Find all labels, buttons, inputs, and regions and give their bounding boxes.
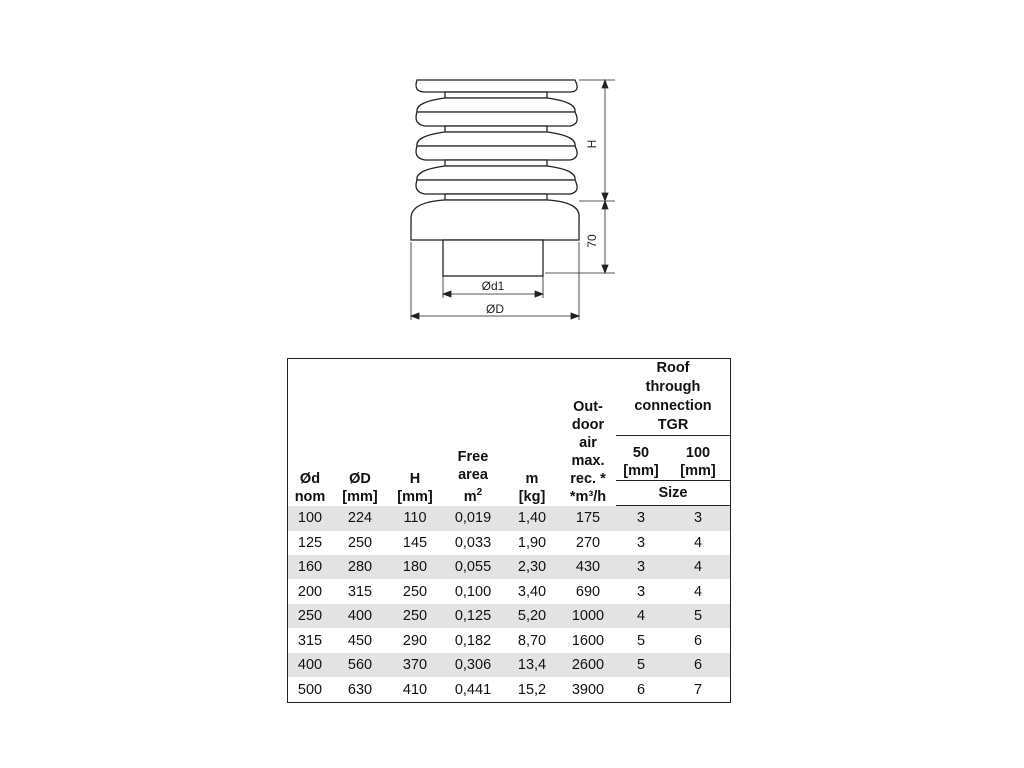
cowl-ring — [417, 132, 575, 146]
cell-mass: 1,40 — [504, 506, 560, 531]
cowl-ring — [417, 98, 575, 112]
cowl-ring — [416, 146, 577, 160]
cell-mass: 3,40 — [517, 583, 547, 600]
cell-height: 370 — [388, 653, 442, 677]
cell-roof-50-size: 3 — [636, 534, 646, 551]
cell-d-nom: 315 — [297, 632, 323, 649]
cell-mass: 5,20 — [504, 604, 560, 628]
cell-roof-100-size: 6 — [666, 653, 730, 677]
cell-outdoor-air: 3900 — [571, 681, 605, 698]
cowl-neck — [445, 126, 547, 132]
cell-outer-d: 280 — [332, 555, 388, 579]
cell-free-area: 0,019 — [442, 506, 504, 531]
cell-mass: 2,30 — [504, 555, 560, 579]
cell-d-nom: 100 — [288, 506, 332, 531]
header-outer-d: ØD [mm] — [342, 470, 378, 505]
cell-roof-50-size: 3 — [616, 506, 666, 531]
cell-free-area: 0,441 — [454, 681, 492, 698]
cowl-spigot — [443, 240, 543, 276]
cowl-neck — [445, 92, 547, 98]
cowl-ring — [417, 166, 575, 180]
cell-free-area: 0,055 — [442, 555, 504, 579]
cell-roof-100-size: 3 — [666, 506, 730, 531]
cowl-technical-drawing — [395, 70, 625, 330]
table-row — [288, 628, 730, 652]
cell-roof-50-size: 3 — [616, 555, 666, 579]
cell-d-nom: 200 — [297, 583, 323, 600]
header-height: H [mm] — [397, 470, 433, 505]
cell-free-area: 0,125 — [442, 604, 504, 628]
header-roof-50: 50 [mm] — [623, 445, 659, 479]
cell-free-area: 0,182 — [454, 632, 492, 649]
cell-roof-100-size: 4 — [693, 534, 703, 551]
cell-outdoor-air: 1600 — [571, 632, 605, 649]
cowl-body — [411, 80, 579, 276]
table-row — [288, 604, 730, 628]
cell-roof-50-size: 3 — [636, 583, 646, 600]
header-d-nom: Ød nom — [294, 470, 326, 505]
cell-outer-d: 224 — [332, 506, 388, 531]
cell-height: 410 — [402, 681, 428, 698]
cell-outer-d: 630 — [347, 681, 373, 698]
table-row — [288, 531, 730, 555]
dim-outer-diameter-label: ØD — [486, 302, 504, 316]
header-free-area: Free area $m^2$ — [457, 448, 489, 505]
cell-d-nom: 250 — [288, 604, 332, 628]
cell-roof-100-size: 5 — [666, 604, 730, 628]
cell-outdoor-air: 430 — [560, 555, 616, 579]
cell-roof-100-size: 6 — [693, 632, 703, 649]
cell-height: 110 — [388, 506, 442, 531]
cowl-cap — [416, 80, 577, 92]
header-roof-100: 100 [mm] — [680, 445, 716, 479]
cell-d-nom: 160 — [288, 555, 332, 579]
cowl-ring — [416, 112, 577, 126]
cell-outdoor-air: 1000 — [560, 604, 616, 628]
table-row — [288, 653, 730, 677]
spec-table-grid — [288, 359, 730, 702]
cell-height: 145 — [402, 534, 428, 551]
specification-table — [287, 358, 731, 703]
cell-outer-d: 315 — [347, 583, 373, 600]
cell-outer-d: 400 — [332, 604, 388, 628]
header-outdoor-air: Out- door air max. rec. * *m³/h — [569, 398, 607, 505]
cell-mass: 8,70 — [517, 632, 547, 649]
table-row — [288, 555, 730, 579]
cell-roof-100-size: 4 — [693, 583, 703, 600]
cowl-neck — [445, 160, 547, 166]
cell-free-area: 0,100 — [454, 583, 492, 600]
cell-outdoor-air: 175 — [560, 506, 616, 531]
cell-roof-50-size: 6 — [636, 681, 646, 698]
cell-roof-100-size: 7 — [693, 681, 703, 698]
cell-outer-d: 560 — [332, 653, 388, 677]
cell-free-area: 0,033 — [454, 534, 492, 551]
dim-inner-diameter-label: Ød1 — [481, 279, 505, 293]
dim-h-label: H — [585, 139, 599, 149]
cell-mass: 1,90 — [517, 534, 547, 551]
cell-mass: 15,2 — [517, 681, 547, 698]
cell-free-area: 0,306 — [442, 653, 504, 677]
cell-height: 250 — [402, 583, 428, 600]
cell-outdoor-air: 2600 — [560, 653, 616, 677]
dim-base-label: 70 — [585, 234, 599, 248]
cell-roof-50-size: 5 — [616, 653, 666, 677]
cell-outdoor-air: 690 — [575, 583, 601, 600]
cell-roof-100-size: 4 — [666, 555, 730, 579]
header-roof-size: Size — [616, 481, 730, 506]
cowl-neck — [445, 194, 547, 200]
cell-outer-d: 250 — [347, 534, 373, 551]
cell-roof-50-size: 4 — [616, 604, 666, 628]
header-roof-connection: Roof through connection TGR — [616, 359, 730, 436]
table-row — [288, 677, 730, 702]
cell-height: 180 — [388, 555, 442, 579]
cell-roof-50-size: 5 — [636, 632, 646, 649]
cell-outer-d: 450 — [347, 632, 373, 649]
cell-d-nom: 500 — [297, 681, 323, 698]
cell-d-nom: 125 — [297, 534, 323, 551]
header-mass: m [kg] — [518, 470, 546, 505]
cell-d-nom: 400 — [288, 653, 332, 677]
table-row — [288, 579, 730, 603]
cell-height: 290 — [402, 632, 428, 649]
cowl-ring — [416, 180, 577, 194]
table-row — [288, 506, 730, 531]
cell-mass: 13,4 — [504, 653, 560, 677]
cell-outdoor-air: 270 — [575, 534, 601, 551]
spec-table-body — [288, 506, 730, 703]
cell-height: 250 — [388, 604, 442, 628]
cowl-base — [411, 200, 579, 240]
roof-cowl-drawing — [395, 70, 625, 330]
